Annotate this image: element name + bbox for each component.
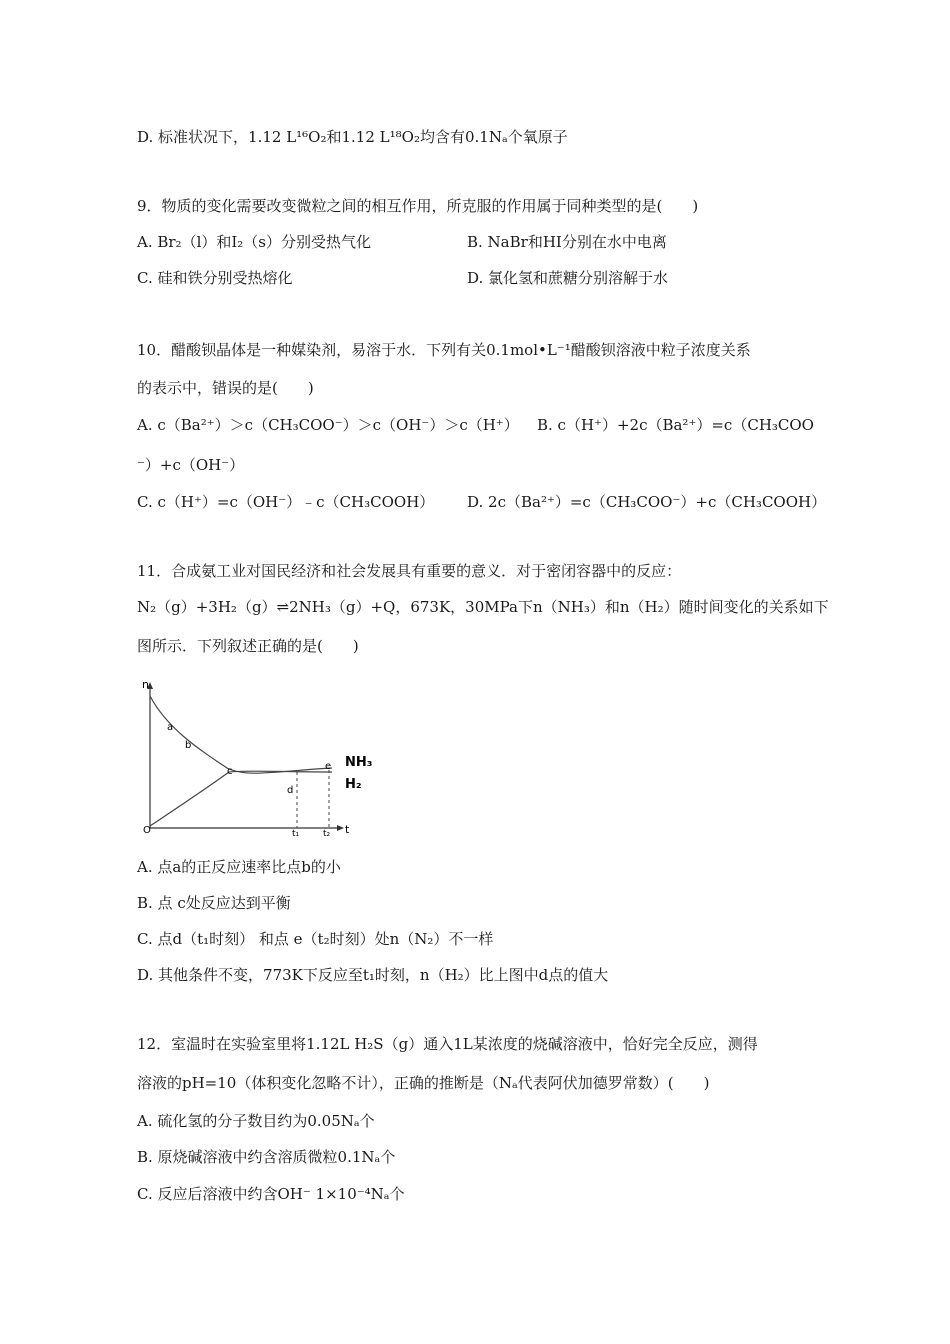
point-c-label: c [227, 766, 233, 777]
ammonia-synthesis-figure [137, 678, 387, 838]
q10-option-c: C. c（H⁺）=c（OH⁻）﹣c（CH₃COOH） [137, 493, 435, 511]
q9-stem: 9．物质的变化需要改变微粒之间的相互作用，所克服的作用属于同种类型的是( ) [137, 197, 699, 215]
point-b-label: b [185, 740, 192, 751]
nh3-curve [150, 771, 332, 826]
q12-stem-line1: 12．室温时在实验室里将1.12L H₂S（g）通入1L某浓度的烧碱溶液中，恰好完全反应，测得 [137, 1035, 758, 1053]
t1-label: t₁ [292, 829, 300, 838]
point-a-label: a [167, 722, 174, 733]
q9-option-d: D. 氯化氢和蔗糖分别溶解于水 [467, 269, 669, 287]
q10-stem-line1: 10．醋酸钡晶体是一种媒染剂，易溶于水．下列有关0.1mol•L⁻¹醋酸钡溶液中粒子浓度关系 [137, 341, 751, 359]
q10-stem-line2: 的表示中，错误的是( ) [137, 379, 314, 397]
q11-stem-line1: 11．合成氨工业对国民经济和社会发展具有重要的意义．对于密闭容器中的反应： [137, 562, 682, 580]
q11-option-d: D. 其他条件不变，773K下反应至t₁时刻，n（H₂）比上图中d点的值大 [137, 966, 609, 984]
q12-stem-line2: 溶液的pH=10（体积变化忽略不计），正确的推断是（Nₐ代表阿伏加德罗常数）( ) [137, 1074, 710, 1092]
q11-option-b: B. 点 c处反应达到平衡 [137, 894, 291, 912]
q8-option-d: D. 标准状况下，1.12 L¹⁶O₂和1.12 L¹⁸O₂均含有0.1Nₐ个氧原子 [137, 128, 568, 146]
point-d-label: d [287, 785, 294, 796]
q9-option-b: B. NaBr和HI分别在水中电离 [467, 233, 667, 251]
q10-option-a: A. c（Ba²⁺）＞c（CH₃COO⁻）＞c（OH⁻）＞c（H⁺） [137, 416, 519, 434]
t2-label: t₂ [323, 829, 331, 838]
q11-option-a: A. 点a的正反应速率比点b的小 [137, 858, 341, 876]
x-axis-label: t [345, 823, 350, 836]
y-axis-label: n [142, 678, 149, 691]
q9-option-a: A. Br₂（l）和I₂（s）分别受热气化 [137, 233, 372, 251]
x-axis-arrow [337, 825, 344, 831]
q12-option-b: B. 原烧碱溶液中约含溶质微粒0.1Nₐ个 [137, 1148, 396, 1166]
origin-label: O [143, 825, 151, 836]
q10-option-b-line1: B. c（H⁺）+2c（Ba²⁺）=c（CH₃COO [537, 416, 814, 434]
q11-stem-line2: N₂（g）+3H₂（g）⇌2NH₃（g）+Q，673K，30MPa下n（NH₃）和n（H₂）随时间变化的关系如下 [137, 598, 829, 616]
nh3-curve-label: NH₃ [345, 755, 373, 770]
h2-curve [150, 696, 332, 773]
q12-option-a: A. 硫化氢的分子数目约为0.05Nₐ个 [137, 1112, 375, 1130]
q11-option-c: C. 点d（t₁时刻） 和点 e（t₂时刻）处n（N₂）不一样 [137, 930, 494, 948]
q10-option-d: D. 2c（Ba²⁺）=c（CH₃COO⁻）+c（CH₃COOH） [467, 493, 827, 511]
q12-option-c: C. 反应后溶液中约含OH⁻ 1×10⁻⁴Nₐ个 [137, 1185, 405, 1203]
point-e-label: e [325, 761, 332, 772]
q11-stem-line3: 图所示．下列叙述正确的是( ) [137, 637, 359, 655]
q10-option-b-line2: ⁻）+c（OH⁻） [137, 456, 245, 474]
h2-curve-label: H₂ [345, 777, 362, 792]
q9-option-c: C. 硅和铁分别受热熔化 [137, 269, 293, 287]
